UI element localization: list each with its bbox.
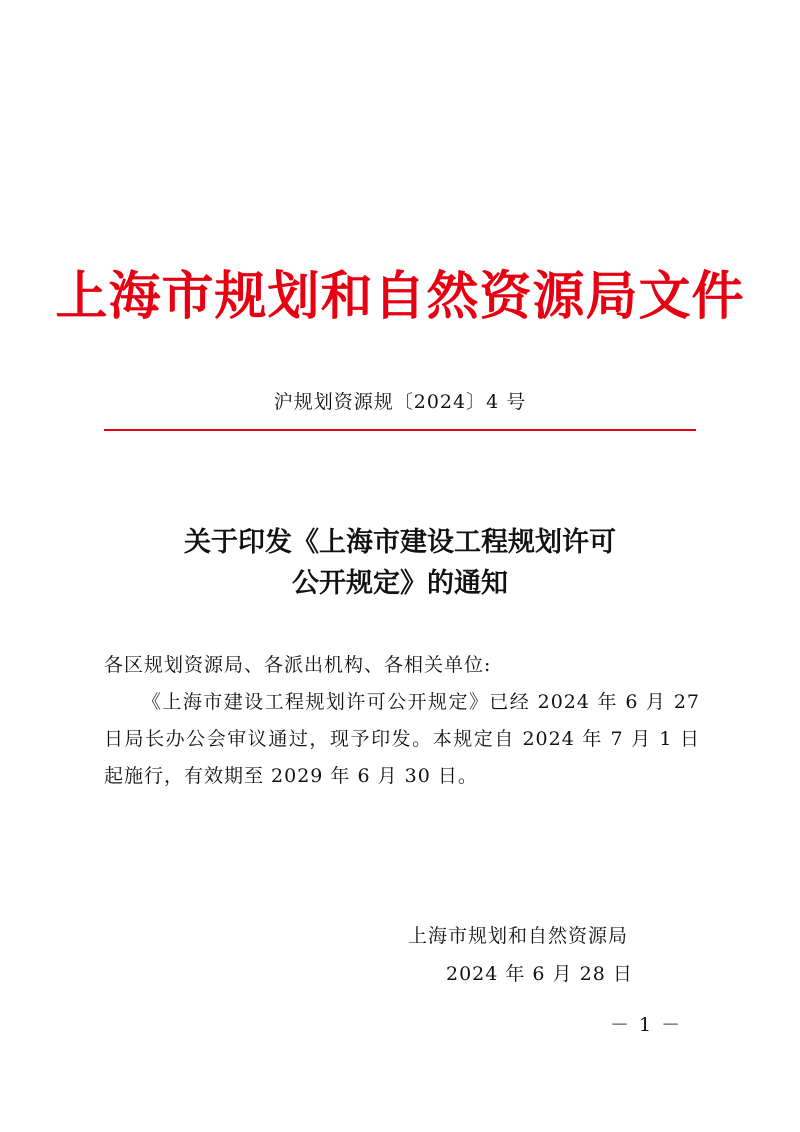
header-divider — [104, 429, 696, 431]
notice-title-line-2: 公开规定》的通知 — [292, 568, 508, 599]
salutation: 各区规划资源局、各派出机构、各相关单位: — [104, 654, 492, 676]
issuer-signature: 上海市规划和自然资源局 — [408, 925, 629, 947]
body-paragraph: 《上海市建设工程规划许可公开规定》已经 2024 年 6 月 27 日局长办公会审议通过，现予印发。本规定自 2024 年 7 月 1 日起施行，有效期至 2029 年 6 月 30 日。 — [104, 691, 700, 787]
document-header-title: 上海市规划和自然资源局文件 — [55, 266, 745, 327]
document-number: 沪规划资源规〔2024〕4 号 — [273, 391, 527, 413]
notice-title — [0, 522, 800, 604]
page-number: － 1 － — [610, 1014, 683, 1036]
issue-date: 2024 年 6 月 28 日 — [446, 963, 633, 985]
notice-title-line-1: 关于印发《上海市建设工程规划许可 — [184, 527, 616, 558]
notice-body — [104, 647, 700, 795]
